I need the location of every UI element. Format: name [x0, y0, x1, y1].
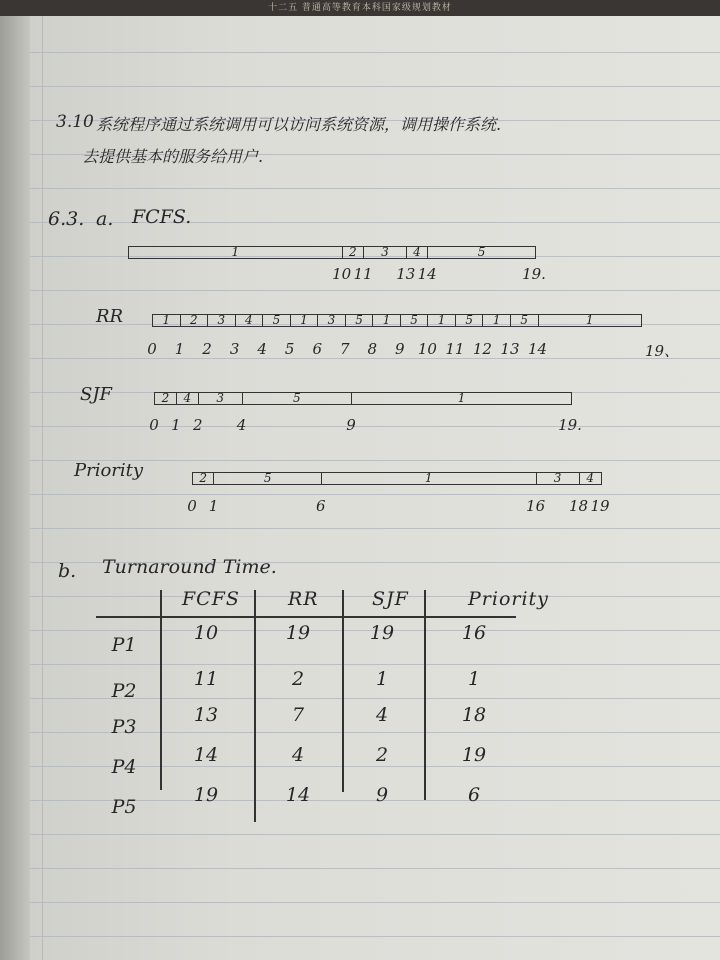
table-cell: 1 — [467, 668, 481, 690]
sjf-label: SJF — [80, 384, 113, 405]
gantt-tick-label: 19、 — [644, 342, 680, 360]
gantt-tick-label: 18 — [568, 497, 589, 515]
q310-line1: 系统程序通过系统调用可以访问系统资源，调用操作系统. — [96, 115, 502, 134]
gantt-segment: 5 — [263, 315, 291, 326]
gantt-segment: 1 — [322, 473, 537, 484]
table-cell: 10 — [193, 622, 219, 644]
gantt-tick-label: 6 — [316, 497, 326, 515]
table-process-label: P2 — [111, 680, 137, 702]
gantt-bar-priority — [192, 472, 602, 485]
table-column-line — [342, 590, 344, 792]
ruled-line — [30, 188, 720, 189]
fcfs-title: FCFS. — [132, 206, 192, 228]
table-header: RR — [288, 588, 319, 610]
ruled-line — [30, 936, 720, 937]
table-cell: 14 — [193, 744, 219, 766]
table-cell: 4 — [375, 704, 389, 726]
ruled-line — [30, 426, 720, 427]
gantt-segment: 1 — [373, 315, 401, 326]
gantt-segment: 5 — [477, 245, 486, 259]
table-column-line — [160, 590, 162, 790]
gantt-tick-label: 13 — [396, 265, 416, 283]
table-cell: 18 — [461, 704, 487, 726]
part-b-label: b. — [58, 560, 77, 582]
table-cell: 19 — [461, 744, 487, 766]
table-process-label: P4 — [111, 756, 137, 778]
gantt-segment: 1 — [428, 315, 456, 326]
table-header: FCFS — [182, 588, 240, 610]
table-cell: 6 — [467, 784, 481, 806]
table-cell: 2 — [375, 744, 389, 766]
gantt-segment: 1 — [153, 315, 181, 326]
gantt-tick-label: 7 — [339, 340, 350, 358]
gantt-bar-rr — [152, 314, 642, 327]
q310-line2: 去提供基本的服务给用户. — [82, 147, 264, 166]
table-header: SJF — [372, 588, 409, 610]
table-header-line — [96, 616, 516, 618]
table-process-label: P3 — [111, 716, 137, 738]
part-a-label: a. — [96, 208, 114, 230]
gantt-segment: 3 — [199, 393, 243, 404]
ruled-line — [30, 86, 720, 87]
gantt-tick-label: 1 — [208, 497, 219, 515]
table-cell: 16 — [461, 622, 487, 644]
gantt-tick-label: 16 — [526, 497, 546, 515]
ruled-line — [30, 834, 720, 835]
table-cell: 13 — [193, 704, 219, 726]
gantt-segment: 4 — [236, 315, 264, 326]
gantt-tick-label: 0 — [187, 497, 197, 515]
q310-number: 3.10 — [56, 112, 94, 132]
gantt-bar-sjf — [154, 392, 572, 405]
ruled-line — [30, 902, 720, 903]
gantt-tick-label: 1 — [171, 416, 181, 434]
ruled-line — [30, 528, 720, 529]
gantt-tick-label: 2 — [193, 416, 203, 434]
gantt-tick-label: 10 — [417, 340, 437, 358]
gantt-segment: 2 — [343, 247, 364, 258]
gantt-tick-label: 10 — [332, 265, 352, 283]
table-column-line — [254, 590, 256, 822]
table-header: Priority — [468, 588, 549, 610]
gantt-tick-label: 0 — [149, 416, 159, 434]
gantt-segment: 3 — [318, 315, 346, 326]
turnaround-title: Turnaround Time. — [102, 556, 277, 578]
ruled-line — [30, 494, 720, 495]
gantt-segment: 5 — [346, 315, 374, 326]
table-cell: 4 — [291, 744, 305, 766]
margin-line — [42, 16, 43, 960]
gantt-segment: 3 — [364, 247, 407, 258]
table-cell: 19 — [369, 622, 395, 644]
table-process-label: P5 — [111, 796, 137, 818]
gantt-tick-label: 14 — [527, 340, 548, 358]
gantt-tick-label: 0 — [147, 340, 157, 358]
gantt-tick-label: 8 — [367, 340, 378, 358]
ruled-line — [30, 52, 720, 53]
gantt-segment: 1 — [129, 247, 343, 258]
gantt-tick-label: 2 — [202, 340, 212, 358]
gantt-tick-label: 11 — [353, 265, 373, 283]
ruled-line — [30, 290, 720, 291]
table-cell: 19 — [285, 622, 311, 644]
gantt-segment: 5 — [511, 315, 539, 326]
gantt-segment: 5 — [401, 315, 429, 326]
gantt-tick-label: 12 — [472, 340, 492, 358]
table-column-line — [424, 590, 426, 800]
gantt-tick-label: 14 — [417, 265, 437, 283]
gantt-segment: 5 — [243, 393, 352, 404]
gantt-tick-label: 5 — [284, 340, 295, 358]
gantt-tick-label: 4 — [236, 416, 247, 434]
gantt-segment: 5 — [456, 315, 484, 326]
q63-number: 6.3. — [48, 208, 85, 230]
gantt-tick-label: 13 — [500, 340, 520, 358]
table-cell: 19 — [193, 784, 219, 806]
table-cell: 14 — [285, 784, 311, 806]
gantt-bar-fcfs — [128, 246, 536, 259]
table-cell: 9 — [375, 784, 389, 806]
camera-strip: 十二五 普通高等教育本科国家级规划教材 — [0, 0, 720, 16]
gantt-tick-label: 4 — [257, 340, 267, 358]
gantt-segment: 4 — [586, 471, 595, 485]
gantt-segment: 4 — [407, 247, 428, 258]
gantt-segment: 4 — [177, 393, 199, 404]
rr-label: RR — [96, 306, 124, 327]
gantt-segment: 1 — [291, 315, 319, 326]
gantt-segment: 5 — [214, 473, 321, 484]
priority-label: Priority — [74, 460, 144, 481]
ruled-line — [30, 868, 720, 869]
gantt-tick-label: 19. — [522, 265, 546, 283]
gantt-tick-label: 11 — [445, 340, 465, 358]
gantt-segment: 2 — [181, 315, 209, 326]
gantt-tick-label: 1 — [174, 340, 185, 358]
table-cell: 11 — [193, 668, 219, 690]
gantt-segment: 3 — [208, 315, 236, 326]
gantt-segment: 1 — [585, 313, 594, 327]
ruled-line — [30, 664, 720, 665]
gantt-tick-label: 19 — [590, 497, 610, 515]
table-cell: 7 — [291, 704, 305, 726]
gantt-tick-label: 6 — [312, 340, 322, 358]
table-cell: 2 — [291, 668, 305, 690]
table-cell: 1 — [375, 668, 389, 690]
gantt-segment: 1 — [457, 391, 466, 405]
gantt-tick-label: 9 — [346, 416, 356, 434]
gantt-tick-label: 9 — [395, 340, 405, 358]
gantt-tick-label: 3 — [229, 340, 240, 358]
gantt-segment: 2 — [155, 393, 177, 404]
gantt-tick-label: 19. — [558, 416, 582, 434]
notebook-spine — [0, 16, 30, 960]
ruled-line — [30, 358, 720, 359]
table-process-label: P1 — [111, 634, 137, 656]
gantt-segment: 3 — [537, 473, 580, 484]
gantt-segment: 1 — [483, 315, 511, 326]
gantt-segment: 2 — [193, 473, 214, 484]
